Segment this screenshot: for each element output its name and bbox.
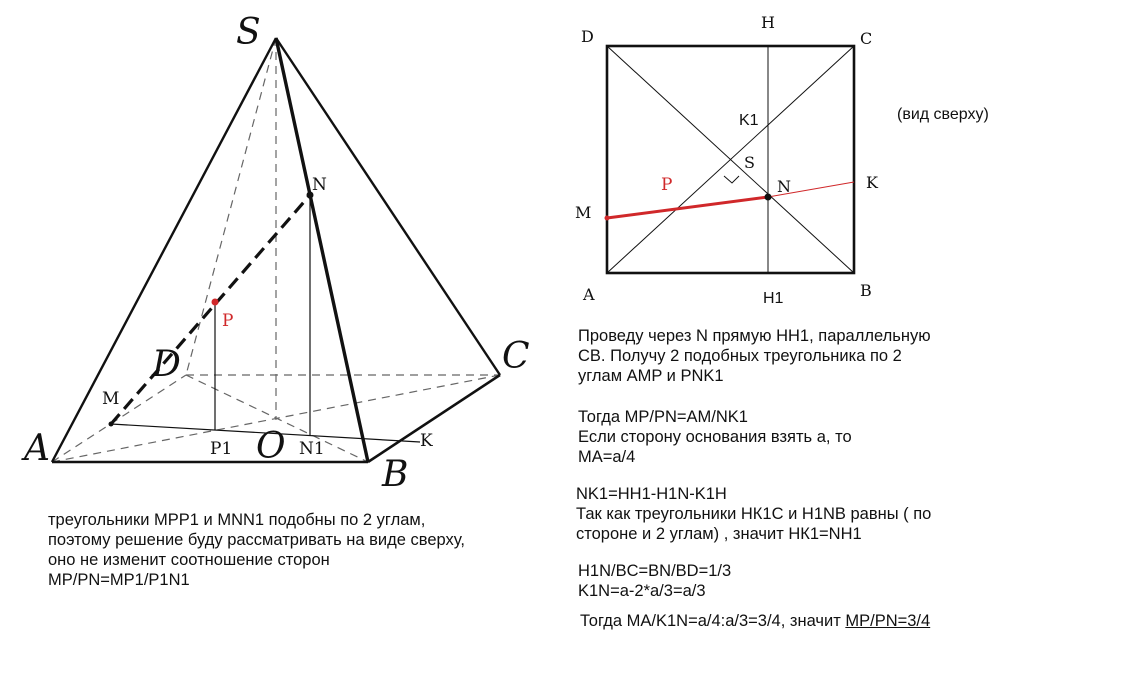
right-p4-line-2: K1N=a-2*a/3=a/3 <box>578 582 706 600</box>
left-explanation <box>48 510 465 590</box>
right-p3-line-1: NK1=HH1-H1N-K1H <box>576 485 727 503</box>
label-B: B <box>382 454 409 495</box>
label-O: O <box>256 426 286 467</box>
edge-SA <box>52 38 276 462</box>
point-N-top <box>765 194 772 201</box>
label-top-K1: K1 <box>739 112 759 129</box>
label-top-S: S <box>744 153 755 172</box>
right-p3-line-3: стороне и 2 углам) , значит НК1=NH1 <box>576 525 862 543</box>
right-para-3 <box>576 484 931 544</box>
label-top-H: H <box>761 13 775 32</box>
edge-BC <box>368 375 500 462</box>
label-D: D <box>152 344 181 385</box>
right-p2-line-3: MA=a/4 <box>578 448 636 466</box>
right-p1-line-1: Проведу через N прямую HH1, параллельную <box>578 327 931 345</box>
label-top-N: N <box>777 177 791 196</box>
segment-MN <box>111 195 310 424</box>
label-top-H1: H1 <box>763 290 784 307</box>
left-line-1: треугольники MPP1 и MNN1 подобны по 2 углам, <box>48 511 426 529</box>
right-p1-line-3: углам AMP и PNK1 <box>578 367 724 385</box>
label-N: N <box>312 175 327 195</box>
label-top-K: K <box>866 173 878 192</box>
final-prefix: Тогда MA/K1N=a/4:a/3=3/4, значит <box>580 612 846 630</box>
point-M <box>109 422 114 427</box>
label-top-D: D <box>581 27 594 46</box>
right-p1-line-2: CB. Получу 2 подобных треугольника по 2 <box>578 347 902 365</box>
label-S: S <box>236 12 261 53</box>
right-para-2 <box>578 407 852 467</box>
left-line-2: поэтому решение буду рассматривать на виде сверху, <box>48 531 465 549</box>
point-M-top <box>605 216 610 221</box>
top-view-figure <box>575 13 989 307</box>
label-P: P <box>222 311 234 331</box>
label-top-C: C <box>860 29 873 48</box>
right-p2-line-1: Тогда MP/PN=AM/NK1 <box>578 408 748 426</box>
label-top-A: A <box>583 285 595 304</box>
line-MN-red <box>607 197 768 218</box>
label-C: C <box>502 336 530 377</box>
left-line-3: оно не изменит соотношение сторон <box>48 551 330 569</box>
label-top-B: B <box>860 281 872 300</box>
right-p4-line-1: H1N/BC=BN/BD=1/3 <box>578 562 732 580</box>
right-para-1 <box>578 326 931 386</box>
pyramid-figure <box>21 12 530 495</box>
label-M: M <box>102 389 120 409</box>
right-para-4 <box>578 561 731 601</box>
right-p2-line-2: Если сторону основания взять a, то <box>578 428 852 446</box>
point-P <box>212 299 219 306</box>
edge-SB <box>276 38 368 462</box>
label-K: K <box>420 431 433 451</box>
right-angle-mark <box>724 176 739 183</box>
right-final-line <box>580 611 930 631</box>
label-A: A <box>24 428 50 469</box>
label-top-M: M <box>575 203 592 222</box>
top-view-caption: (вид сверху) <box>897 106 989 123</box>
final-answer: MP/PN=3/4 <box>845 612 931 630</box>
label-top-P: P <box>661 175 673 195</box>
left-line-4: MP/PN=MP1/P1N1 <box>48 571 190 589</box>
label-P1: P1 <box>210 439 233 459</box>
right-p3-line-2: Так как треугольники НК1С и Н1NB равны ( по <box>576 505 932 523</box>
label-N1: N1 <box>299 439 325 459</box>
